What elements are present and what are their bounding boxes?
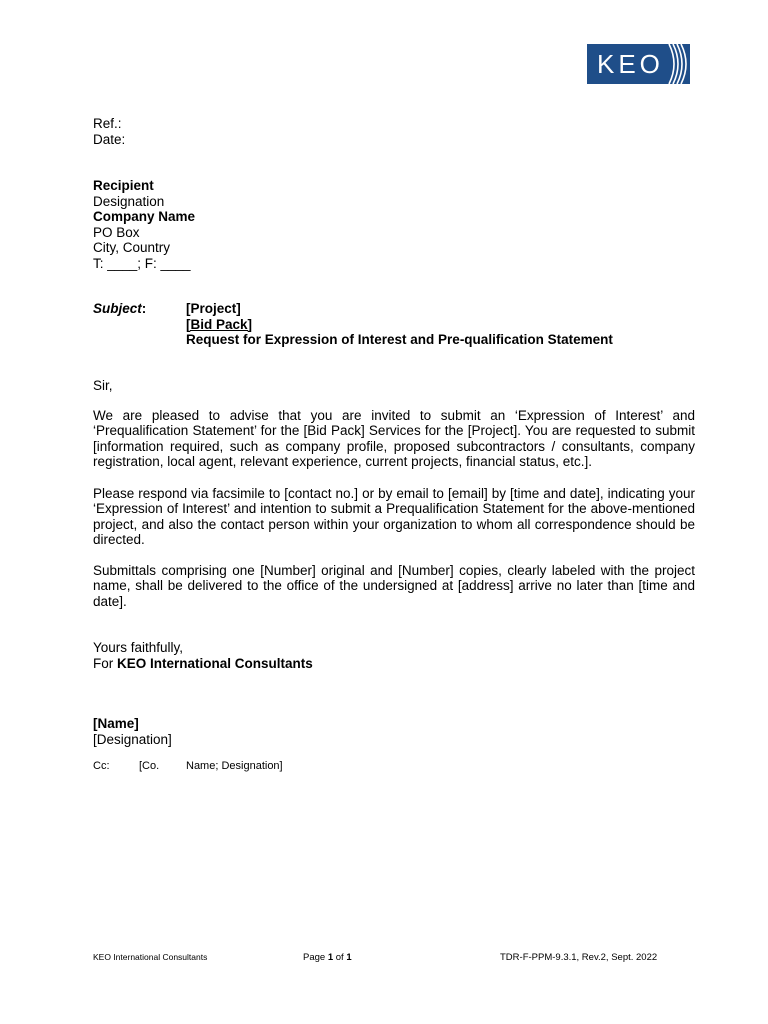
cc-company: [Co. — [139, 760, 160, 772]
subject-lines — [186, 301, 613, 348]
closing-block — [93, 640, 313, 671]
recipient-phone-fax: T: ____; F: ____ — [93, 255, 191, 271]
signatory-block — [93, 716, 172, 747]
reference-block — [93, 116, 125, 147]
subject-label: Subject: — [93, 301, 147, 316]
subject-title: Request for Expression of Interest and Pre-qualification Statement — [186, 332, 613, 347]
keo-logo — [587, 44, 690, 84]
signatory-designation: [Designation] — [93, 731, 172, 747]
body-paragraph-submittals: Submittals comprising one [Number] original and [Number] copies, clearly labeled with the project name, shall be delivered to the office of the undersigned at [address] arrive no later than [time and date]. — [93, 563, 695, 609]
salutation: Sir, — [93, 378, 113, 393]
subject-project: [Project] — [186, 301, 241, 316]
footer-page-number: Page 1 of 1 — [303, 952, 352, 963]
cc-name-designation: Name; Designation] — [186, 760, 283, 772]
closing-company-line: For KEO International Consultants — [93, 655, 313, 671]
recipient-designation: Designation — [93, 193, 165, 209]
body-paragraph-response: Please respond via facsimile to [contact no.] or by email to [email] by [time and date], indicating your ‘Expression of Interest’ and intention to submit a Prequalification Statement for the above-mentioned project, and also the contact person within your organization to whom all correspondence should be directed. — [93, 486, 695, 547]
subject-bid-pack: [Bid Pack] — [186, 316, 253, 332]
recipient-name: Recipient — [93, 178, 154, 193]
recipient-po-box: PO Box — [93, 224, 140, 240]
body-paragraph-invitation: We are pleased to advise that you are invited to submit an ‘Expression of Interest’ and ‘Prequalification Statement’ for the [Bid Pack] Services for the [Project]. You are requested to submit [information required, such as company profile, proposed subcontractors / consultants, company registration, local agent, relevant experience, current projects, financial status, etc.]. — [93, 408, 695, 469]
recipient-company: Company Name — [93, 209, 196, 224]
footer-company: KEO International Consultants — [93, 952, 208, 962]
cc-label: Cc: — [93, 760, 110, 772]
logo-arcs-icon — [587, 44, 690, 84]
recipient-block — [93, 178, 195, 271]
recipient-city: City, Country — [93, 240, 171, 255]
footer-document-code: TDR-F-PPM-9.3.1, Rev.2, Sept. 2022 — [500, 952, 658, 963]
closing-line: Yours faithfully, — [93, 640, 184, 655]
ref-line: Ref.: — [93, 116, 122, 131]
signatory-name: [Name] — [93, 716, 139, 731]
logo-text: KEO — [597, 49, 664, 79]
date-line: Date: — [93, 131, 126, 147]
